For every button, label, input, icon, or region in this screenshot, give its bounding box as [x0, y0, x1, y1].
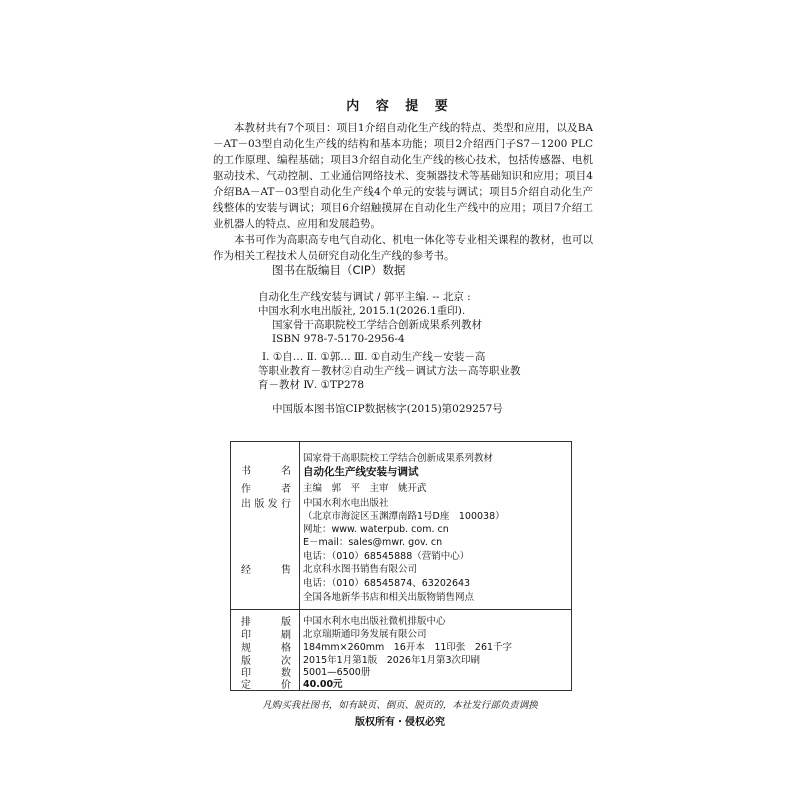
label-edition: 版 次 — [241, 656, 291, 667]
series-name: 国家骨干高职院校工学结合创新成果系列教材 — [303, 453, 494, 464]
cip-check-number: 中国版本图书馆CIP数据核字(2015)第029257号 — [272, 403, 503, 415]
replacement-notice: 凡购买我社图书，如有缺页、倒页、脱页的，本社发行部负责调换 — [262, 700, 538, 711]
publisher-address: （北京市海淀区玉渊潭南路1号D座 100038） — [303, 511, 505, 522]
book-title: 自动化生产线安装与调试 — [303, 466, 419, 478]
content-summary — [213, 120, 593, 264]
edition-value: 2015年1月第1版 2026年1月第3次印刷 — [303, 655, 481, 666]
publisher-website: 网址：www. waterpub. com. cn — [303, 524, 449, 535]
summary-paragraph-2: 本书可作为高职高专电气自动化、机电一体化等专业相关课程的教材，也可以作为相关工程技术人员研究自动化生产线的参考书。 — [213, 234, 593, 262]
print-run-value: 5001—6500册 — [303, 667, 371, 678]
summary-paragraph-1: 本教材共有7个项目：项目1介绍自动化生产线的特点、类型和应用，以及BA－AT－03型自动化生产线的结构和基本功能；项目2介绍西门子S7－1200 PLC的工作原理、编程基础；项目3介绍自动化生产线的核心技术，包括传感器、电机驱动技术、气动控制、工业通信网络技术、变频器技术等基础知识和应用；项目4介绍BA－AT－03型自动化生产线4个单元的安装与调试；项目5介绍自动化生产线整体的安装与调试；项目6介绍触摸屏在自动化生产线中的应用；项目7介绍工业机器人的特点、应用和发展趋势。 — [213, 122, 593, 230]
label-spec: 规 格 — [241, 643, 291, 654]
cip-entry-line: ISBN 978-7-5170-2956-4 — [272, 333, 405, 345]
label-typeset: 排 版 — [241, 617, 291, 628]
content-summary-title: 内 容 提 要 — [346, 99, 454, 114]
price-value: 40.00元 — [303, 679, 343, 690]
distributor-name: 北京科水图书销售有限公司 — [303, 564, 418, 575]
cip-classification — [258, 350, 578, 392]
publisher-phone: 电话：（010）68545888（营销中心） — [303, 551, 470, 562]
publication-info-table — [230, 441, 572, 691]
distributor-phone: 电话：（010）68545874、63202643 — [303, 578, 471, 589]
cip-entry-line: 自动化生产线安装与调试 / 郭平主编. -- 北京 : — [258, 291, 471, 303]
distributor-outlets: 全国各地新华书店和相关出版物销售网点 — [303, 592, 475, 603]
author-value: 主编 郭 平 主审 姚开武 — [303, 483, 427, 494]
cip-classification-line: 等职业教育－教材②自动生产线－调试方法－高等职业教 — [258, 365, 521, 377]
publisher-email: E－mail：sales@mwr. gov. cn — [303, 537, 443, 548]
label-publisher: 出版发行 — [241, 499, 291, 510]
label-print-run: 印 数 — [241, 668, 291, 679]
label-book-title: 书 名 — [241, 466, 291, 477]
cip-entry-line: 国家骨干高职院校工学结合创新成果系列教材 — [272, 319, 482, 331]
label-price: 定 价 — [241, 680, 291, 691]
copyright-notice: 版权所有・侵权必究 — [355, 717, 445, 728]
label-distributor: 经 售 — [241, 565, 291, 576]
label-author: 作 者 — [241, 484, 291, 495]
cip-classification-line: 育－教材 Ⅳ. ①TP278 — [258, 379, 365, 391]
typeset-value: 中国水利水电出版社微机排版中心 — [303, 616, 446, 627]
table-column-divider — [299, 442, 300, 690]
publisher-name: 中国水利水电出版社 — [303, 498, 389, 509]
label-printer: 印 刷 — [241, 630, 291, 641]
spec-value: 184mm×260mm 16开本 11印张 261千字 — [303, 642, 513, 653]
printer-value: 北京瑞斯通印务发展有限公司 — [303, 629, 427, 640]
cip-entry — [258, 290, 578, 346]
table-row-divider — [231, 609, 571, 610]
cip-classification-line: Ⅰ. ①自… Ⅱ. ①郭… Ⅲ. ①自动生产线－安装－高 — [262, 351, 486, 363]
cip-entry-line: 中国水利水电出版社, 2015.1(2026.1重印). — [258, 305, 466, 317]
cip-title: 图书在版编目（CIP）数据 — [272, 263, 406, 277]
